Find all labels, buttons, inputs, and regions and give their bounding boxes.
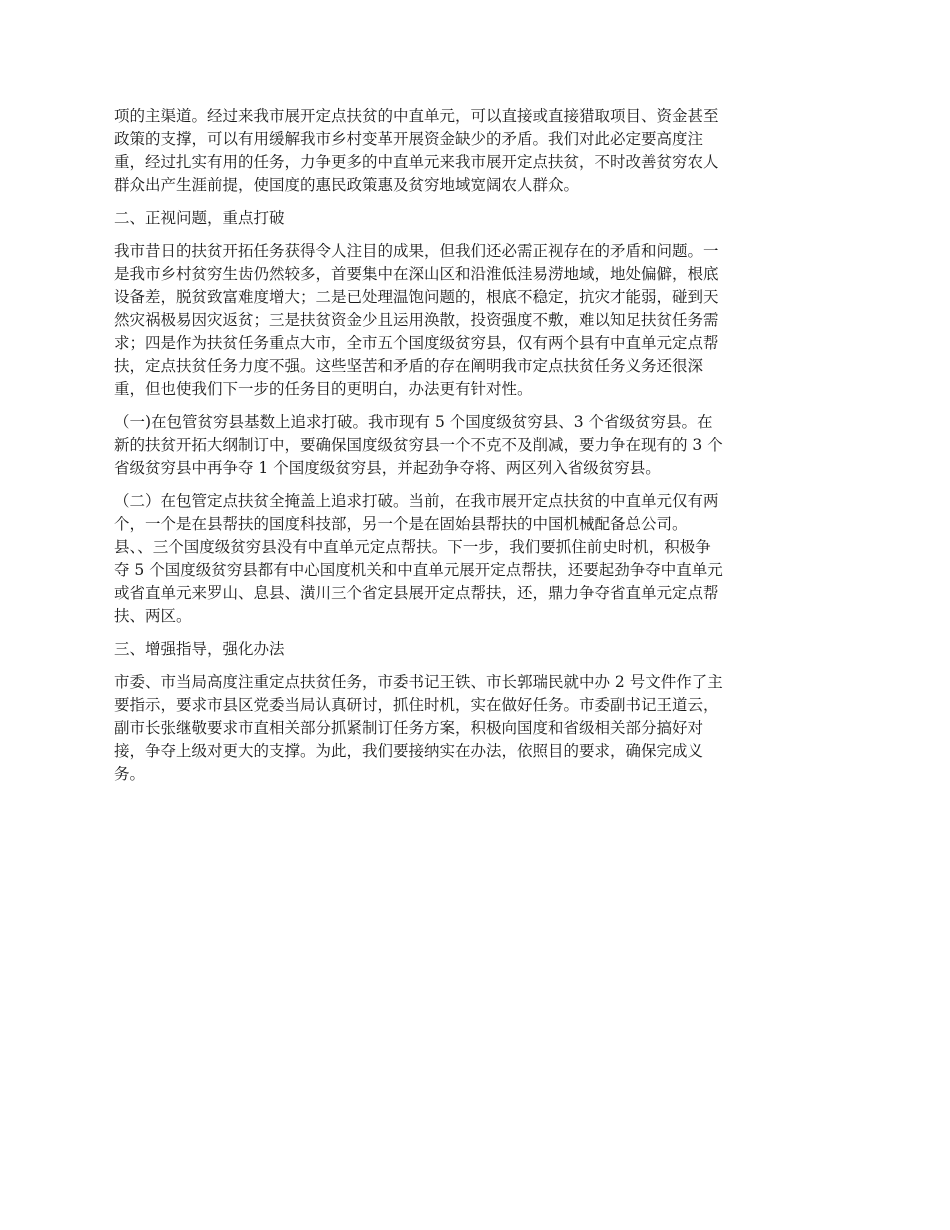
text-line: （二）在包管定点扶贫全掩盖上追求打破。当前，在我市展开定点扶贫的中直单元仅有两	[114, 492, 719, 510]
text-line: 扶，定点扶贫任务力度不强。这些坚苦和矛盾的存在阐明我市定点扶贫任务义务还很深	[114, 357, 704, 375]
text-line: 我市昔日的扶贫开拓任务获得令人注目的成果，但我们还必需正视存在的矛盾和问题。一	[114, 242, 719, 260]
section-heading-3: 三、增强指导，强化办法	[114, 640, 285, 658]
paragraph-problems	[114, 240, 842, 401]
text-line: 是我市乡村贫穷生齿仍然较多，首要集中在深山区和沿淮低洼易涝地域，地处偏僻，根底	[114, 265, 719, 283]
text-line: 副市长张继敬要求市直相关部分抓紧制订任务方案，积极向国度和省级相关部分搞好对	[114, 719, 704, 737]
text-line: 或省直单元来罗山、息县、潢川三个省定县展开定点帮扶，还，鼎力争夺省直单元定点帮	[114, 584, 719, 602]
document-page	[114, 105, 842, 796]
text-line: 重，经过扎实有用的任务，力争更多的中直单元来我市展开定点扶贫，不时改善贫穷农人	[114, 153, 719, 171]
section-heading-2: 二、正视问题，重点打破	[114, 209, 285, 227]
text-line: 然灾祸极易因灾返贫；三是扶贫资金少且运用涣散，投资强度不敷，难以知足扶贫任务需	[114, 311, 719, 329]
text-line: 接，争夺上级对更大的支撑。为此，我们要接纳实在办法，依照目的要求，确保完成义	[114, 742, 704, 760]
text-line: 个，一个是在县帮扶的国度科技部，另一个是在固始县帮扶的中国机械配备总公司。	[114, 515, 688, 533]
text-line: 求；四是作为扶贫任务重点大市，全市五个国度级贫穷县，仅有两个县有中直单元定点帮	[114, 334, 719, 352]
paragraph-item-2	[114, 490, 842, 628]
text-line: 务。	[114, 765, 146, 783]
text-line: 群众出产生涯前提，使国度的惠民政策惠及贫穷地域宽阔农人群众。	[114, 176, 580, 194]
text-line: 县、、三个国度级贫穷县没有中直单元定点帮扶。下一步，我们要抓住前史时机，积极争	[114, 538, 711, 556]
text-line: （一)在包管贫穷县基数上追求打破。我市现有 5 个国度级贫穷县、3 个省级贫穷县。在	[114, 413, 713, 431]
text-line: 政策的支撑，可以有用缓解我市乡村变革开展资金缺少的矛盾。我们对此必定要高度注	[114, 130, 704, 148]
paragraph-item-1	[114, 411, 842, 480]
text-line: 市委、市当局高度注重定点扶贫任务，市委书记王铁、市长郭瑞民就中办 2 号文件作了主	[114, 673, 723, 691]
paragraph-intro	[114, 105, 842, 197]
text-line: 扶、两区。	[114, 607, 192, 625]
text-line: 夺 5 个国度级贫穷县都有中心国度机关和中直单元展开定点帮扶，还要起劲争夺中直单元	[114, 561, 723, 579]
text-line: 设备差，脱贫致富难度增大；二是已处理温饱问题的，根底不稳定，抗灾才能弱，碰到天	[114, 288, 719, 306]
text-line: 新的扶贫开拓大纲制订中，要确保国度级贫穷县一个不克不及削减，要力争在现有的 3 个	[114, 436, 723, 454]
text-line: 省级贫穷县中再争夺 1 个国度级贫穷县，并起劲争夺将、两区列入省级贫穷县。	[114, 459, 661, 477]
text-line: 重，但也使我们下一步的任务目的更明白，办法更有针对性。	[114, 380, 533, 398]
text-line: 要指示，要求市县区党委当局认真研讨，抓住时机，实在做好任务。市委副书记王道云，	[114, 696, 719, 714]
paragraph-guidance	[114, 671, 842, 786]
text-line: 项的主渠道。经过来我市展开定点扶贫的中直单元，可以直接或直接猎取项目、资金甚至	[114, 107, 719, 125]
